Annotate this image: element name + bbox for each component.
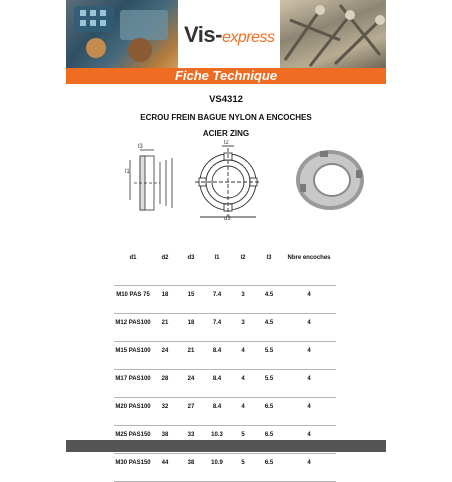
cell-notches: 4 xyxy=(282,454,336,482)
cell-l3: 5.5 xyxy=(256,370,282,398)
table-row xyxy=(114,370,336,398)
cell-notches: 4 xyxy=(282,314,336,342)
l2-label: l2 xyxy=(224,140,229,146)
cell-l1: 10.9 xyxy=(204,454,230,482)
cell-notches: 4 xyxy=(282,342,336,370)
cell-d3: 21 xyxy=(178,342,204,370)
product-reference: VS4312 xyxy=(209,94,243,105)
cell-d2: 44 xyxy=(152,454,178,482)
header-l1: l1 xyxy=(204,249,230,286)
cell-d2: 21 xyxy=(152,314,178,342)
header-l2: l2 xyxy=(230,249,256,286)
screws-photo xyxy=(280,0,386,68)
cell-d1: M20 PAS100 xyxy=(114,398,152,426)
header-l3: l3 xyxy=(256,249,282,286)
cell-d3: 24 xyxy=(178,370,204,398)
technical-drawing xyxy=(120,140,380,220)
cell-notches: 4 xyxy=(282,286,336,314)
cell-d3: 33 xyxy=(178,426,204,454)
cell-d1: M10 PAS 75 xyxy=(114,286,152,314)
header-d1: d1 xyxy=(114,249,152,286)
cell-l1: 7.4 xyxy=(204,314,230,342)
table-header-row xyxy=(114,249,336,286)
logo-text: Vis-express xyxy=(184,22,275,47)
cell-l1: 7.4 xyxy=(204,286,230,314)
l1-label: l1 xyxy=(125,169,130,175)
cell-l2: 4 xyxy=(230,398,256,426)
cell-d2: 28 xyxy=(152,370,178,398)
side-view xyxy=(130,150,172,210)
cell-l1: 8.4 xyxy=(204,342,230,370)
cell-l2: 5 xyxy=(230,426,256,454)
cell-l1: 8.4 xyxy=(204,370,230,398)
cell-l3: 5.5 xyxy=(256,342,282,370)
table-row xyxy=(114,454,336,482)
cell-l2: 3 xyxy=(230,314,256,342)
table-row xyxy=(114,398,336,426)
cell-d2: 18 xyxy=(152,286,178,314)
cell-d3: 38 xyxy=(178,454,204,482)
cell-d3: 27 xyxy=(178,398,204,426)
cell-notches: 4 xyxy=(282,426,336,454)
cell-l3: 6.5 xyxy=(256,398,282,426)
cell-d3: 15 xyxy=(178,286,204,314)
l3-label: l3 xyxy=(138,144,143,150)
cell-d2: 38 xyxy=(152,426,178,454)
cell-l2: 4 xyxy=(230,370,256,398)
product-material: ACIER ZING xyxy=(202,129,250,138)
front-view xyxy=(195,146,261,217)
cell-l2: 5 xyxy=(230,454,256,482)
cell-notches: 4 xyxy=(282,398,336,426)
tools-photo xyxy=(66,0,178,68)
screws-image xyxy=(280,0,386,68)
table-row xyxy=(114,342,336,370)
workshop-image xyxy=(66,0,178,68)
header-d2: d2 xyxy=(152,249,178,286)
cell-l2: 3 xyxy=(230,286,256,314)
cell-d1: M17 PAS100 xyxy=(114,370,152,398)
nut-photo xyxy=(296,150,364,210)
cell-d1: M15 PAS100 xyxy=(114,342,152,370)
cell-l1: 8.4 xyxy=(204,398,230,426)
cell-l3: 6.5 xyxy=(256,454,282,482)
cell-d1: M30 PAS150 xyxy=(114,454,152,482)
cell-d1: M12 PAS100 xyxy=(114,314,152,342)
table-row xyxy=(114,286,336,314)
cell-d3: 18 xyxy=(178,314,204,342)
cell-d2: 24 xyxy=(152,342,178,370)
header xyxy=(66,0,386,84)
cell-l1: 10.3 xyxy=(204,426,230,454)
footer-bar xyxy=(66,440,386,452)
cell-d2: 32 xyxy=(152,398,178,426)
cell-d1: M25 PAS150 xyxy=(114,426,152,454)
header-d3: d3 xyxy=(178,249,204,286)
product-description: ECROU FREIN BAGUE NYLON A ENCOCHES xyxy=(140,113,312,122)
cell-l2: 4 xyxy=(230,342,256,370)
table-row xyxy=(114,314,336,342)
brand-logo xyxy=(178,0,280,68)
cell-l3: 4.5 xyxy=(256,314,282,342)
d3-label: d3 xyxy=(224,216,231,220)
banner-title: Fiche Technique xyxy=(174,68,278,83)
header-notches: Nbre encoches xyxy=(282,249,336,286)
cell-l3: 6.5 xyxy=(256,426,282,454)
cell-l3: 4.5 xyxy=(256,286,282,314)
banner xyxy=(66,68,386,84)
cell-notches: 4 xyxy=(282,370,336,398)
